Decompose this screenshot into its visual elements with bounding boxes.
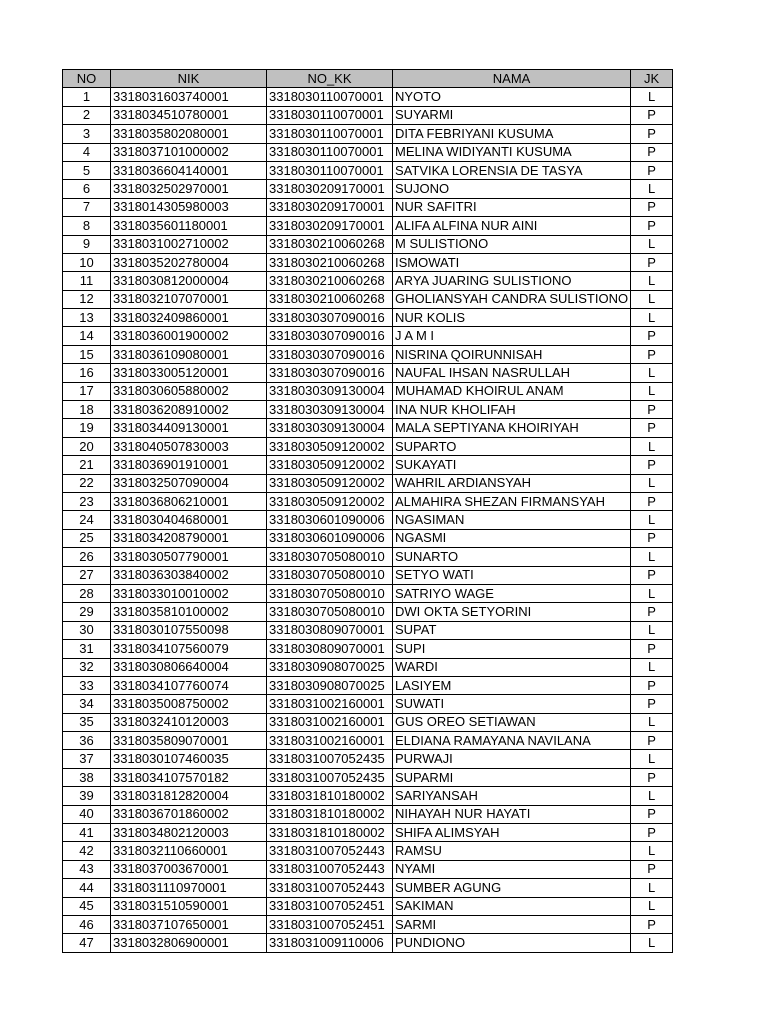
cell-no-kk: 3318030601090006 [267,511,393,529]
cell-no: 39 [63,787,111,805]
cell-no-kk: 3318030309130004 [267,382,393,400]
cell-jk: P [631,125,673,143]
cell-jk: P [631,217,673,235]
cell-no: 13 [63,309,111,327]
table-row [63,88,673,106]
cell-nama: SUWATI [393,695,631,713]
cell-no: 11 [63,272,111,290]
table-row [63,787,673,805]
table-row [63,732,673,750]
cell-jk: P [631,492,673,510]
cell-no-kk: 3318030705080010 [267,584,393,602]
cell-nama: PURWAJI [393,750,631,768]
table-row [63,584,673,602]
cell-nama: ELDIANA RAMAYANA NAVILANA [393,732,631,750]
cell-jk: P [631,824,673,842]
cell-no-kk: 3318030210060268 [267,235,393,253]
cell-nik: 3318036604140001 [111,161,267,179]
table-row [63,915,673,933]
cell-no: 15 [63,345,111,363]
cell-no: 6 [63,180,111,198]
table-row [63,161,673,179]
cell-jk: P [631,143,673,161]
cell-nik: 3318037003670001 [111,860,267,878]
cell-nik: 3318030404680001 [111,511,267,529]
cell-jk: P [631,676,673,694]
cell-no: 32 [63,658,111,676]
table-row [63,327,673,345]
cell-nik: 3318031603740001 [111,88,267,106]
cell-no: 18 [63,401,111,419]
cell-no-kk: 3318030307090016 [267,364,393,382]
cell-nama: ISMOWATI [393,253,631,271]
cell-jk: L [631,879,673,897]
cell-no-kk: 3318031810180002 [267,824,393,842]
header-no: NO [63,70,111,88]
cell-no: 46 [63,915,111,933]
cell-nama: GHOLIANSYAH CANDRA SULISTIONO [393,290,631,308]
header-nik: NIK [111,70,267,88]
cell-jk: L [631,584,673,602]
table-row [63,824,673,842]
cell-no: 31 [63,640,111,658]
cell-no-kk: 3318030307090016 [267,345,393,363]
cell-no: 42 [63,842,111,860]
cell-no-kk: 3318031007052435 [267,768,393,786]
cell-no-kk: 3318030110070001 [267,88,393,106]
cell-nik: 3318032806900001 [111,934,267,952]
cell-nama: RAMSU [393,842,631,860]
table-row [63,401,673,419]
cell-no: 20 [63,437,111,455]
table-row [63,143,673,161]
cell-jk: P [631,695,673,713]
table-row [63,621,673,639]
cell-no: 7 [63,198,111,216]
cell-jk: P [631,566,673,584]
cell-no: 2 [63,106,111,124]
cell-jk: P [631,640,673,658]
cell-jk: P [631,327,673,345]
cell-no: 9 [63,235,111,253]
cell-no-kk: 3318030110070001 [267,125,393,143]
cell-no: 41 [63,824,111,842]
cell-nik: 3318036701860002 [111,805,267,823]
cell-no: 14 [63,327,111,345]
cell-jk: P [631,915,673,933]
table-header [63,70,673,88]
cell-nik: 3318034107560079 [111,640,267,658]
cell-nama: NYAMI [393,860,631,878]
cell-jk: L [631,842,673,860]
cell-nik: 3318036303840002 [111,566,267,584]
cell-nik: 3318030507790001 [111,548,267,566]
table-row [63,713,673,731]
cell-nik: 3318031510590001 [111,897,267,915]
cell-no: 38 [63,768,111,786]
cell-no-kk: 3318031007052451 [267,915,393,933]
cell-jk: P [631,456,673,474]
cell-no: 35 [63,713,111,731]
cell-no-kk: 3318030705080010 [267,603,393,621]
cell-no-kk: 3318030210060268 [267,272,393,290]
cell-nik: 3318035202780004 [111,253,267,271]
cell-nik: 3318036001900002 [111,327,267,345]
cell-no: 5 [63,161,111,179]
cell-nama: SUPARTO [393,437,631,455]
cell-jk: L [631,437,673,455]
cell-nama: SUKAYATI [393,456,631,474]
cell-jk: L [631,897,673,915]
cell-jk: L [631,511,673,529]
table-row [63,290,673,308]
cell-nik: 3318030107460035 [111,750,267,768]
cell-jk: L [631,309,673,327]
cell-jk: L [631,272,673,290]
cell-nik: 3318037101000002 [111,143,267,161]
cell-nik: 3318036109080001 [111,345,267,363]
cell-no-kk: 3318030209170001 [267,198,393,216]
cell-no-kk: 3318030309130004 [267,419,393,437]
cell-jk: P [631,603,673,621]
cell-no-kk: 3318030601090006 [267,529,393,547]
cell-no: 25 [63,529,111,547]
cell-nik: 3318032110660001 [111,842,267,860]
cell-no-kk: 3318030307090016 [267,327,393,345]
cell-nama: SUPI [393,640,631,658]
cell-nama: NYOTO [393,88,631,106]
cell-no: 30 [63,621,111,639]
cell-nik: 3318035809070001 [111,732,267,750]
cell-jk: L [631,934,673,952]
cell-nik: 3318033010010002 [111,584,267,602]
cell-nama: SARIYANSAH [393,787,631,805]
cell-no-kk: 3318030309130004 [267,401,393,419]
cell-no-kk: 3318031007052443 [267,860,393,878]
cell-nama: SUPARMI [393,768,631,786]
cell-nik: 3318033005120001 [111,364,267,382]
cell-nama: SUYARMI [393,106,631,124]
cell-nik: 3318036208910002 [111,401,267,419]
table-row [63,125,673,143]
cell-jk: L [631,364,673,382]
cell-no-kk: 3318031810180002 [267,787,393,805]
table-row [63,180,673,198]
table-row [63,934,673,952]
cell-nik: 3318035810100002 [111,603,267,621]
cell-nama: MUHAMAD KHOIRUL ANAM [393,382,631,400]
table-row [63,382,673,400]
cell-no-kk: 3318031810180002 [267,805,393,823]
cell-no: 3 [63,125,111,143]
cell-no: 45 [63,897,111,915]
cell-jk: P [631,732,673,750]
cell-no-kk: 3318031007052443 [267,842,393,860]
cell-nama: ALIFA ALFINA NUR AINI [393,217,631,235]
table-row [63,805,673,823]
cell-no: 36 [63,732,111,750]
cell-no-kk: 3318030110070001 [267,143,393,161]
cell-nik: 3318034208790001 [111,529,267,547]
table-row [63,603,673,621]
cell-jk: L [631,474,673,492]
cell-nama: SUNARTO [393,548,631,566]
cell-no: 1 [63,88,111,106]
cell-nama: NIHAYAH NUR HAYATI [393,805,631,823]
cell-no-kk: 3318030509120002 [267,437,393,455]
header-no-kk: NO_KK [267,70,393,88]
table-body [63,88,673,952]
cell-no-kk: 3318030705080010 [267,566,393,584]
cell-no-kk: 3318030509120002 [267,492,393,510]
cell-nik: 3318031110970001 [111,879,267,897]
table-row [63,217,673,235]
cell-no: 26 [63,548,111,566]
cell-nama: SETYO WATI [393,566,631,584]
cell-no: 29 [63,603,111,621]
cell-no: 17 [63,382,111,400]
cell-no: 33 [63,676,111,694]
cell-jk: P [631,419,673,437]
cell-nik: 3318037107650001 [111,915,267,933]
cell-nik: 3318032409860001 [111,309,267,327]
cell-jk: L [631,750,673,768]
cell-nama: PUNDIONO [393,934,631,952]
cell-no-kk: 3318031007052435 [267,750,393,768]
data-table [62,69,673,953]
cell-no: 16 [63,364,111,382]
header-nama: NAMA [393,70,631,88]
cell-no-kk: 3318030210060268 [267,290,393,308]
cell-no-kk: 3318031009110006 [267,934,393,952]
table-row [63,566,673,584]
cell-no-kk: 3318030705080010 [267,548,393,566]
table-row [63,253,673,271]
cell-nik: 3318034409130001 [111,419,267,437]
cell-no-kk: 3318031007052451 [267,897,393,915]
cell-jk: P [631,345,673,363]
cell-nama: NGASMI [393,529,631,547]
cell-no: 21 [63,456,111,474]
cell-no-kk: 3318030110070001 [267,161,393,179]
cell-no-kk: 3318030509120002 [267,474,393,492]
cell-nik: 3318034107760074 [111,676,267,694]
cell-no-kk: 3318031002160001 [267,695,393,713]
table-row [63,640,673,658]
table-row [63,879,673,897]
cell-nik: 3318034510780001 [111,106,267,124]
cell-no: 19 [63,419,111,437]
table-row [63,492,673,510]
table-row [63,548,673,566]
cell-nama: M SULISTIONO [393,235,631,253]
cell-jk: P [631,768,673,786]
cell-no: 27 [63,566,111,584]
cell-no-kk: 3318030809070001 [267,640,393,658]
cell-nama: SAKIMAN [393,897,631,915]
cell-no-kk: 3318030209170001 [267,180,393,198]
cell-nama: NAUFAL IHSAN NASRULLAH [393,364,631,382]
cell-nik: 3318030806640004 [111,658,267,676]
header-row [63,70,673,88]
table-row [63,750,673,768]
cell-nama: WAHRIL ARDIANSYAH [393,474,631,492]
table-row [63,897,673,915]
cell-nama: ARYA JUARING SULISTIONO [393,272,631,290]
cell-jk: L [631,621,673,639]
cell-no: 43 [63,860,111,878]
cell-jk: P [631,529,673,547]
cell-no: 22 [63,474,111,492]
cell-no: 10 [63,253,111,271]
table-row [63,456,673,474]
cell-no-kk: 3318031002160001 [267,732,393,750]
cell-jk: L [631,290,673,308]
cell-jk: L [631,787,673,805]
cell-nama: SATVIKA LORENSIA DE TASYA [393,161,631,179]
table-row [63,309,673,327]
cell-nik: 3318040507830003 [111,437,267,455]
cell-nama: SARMI [393,915,631,933]
cell-nama: SUPAT [393,621,631,639]
cell-jk: L [631,548,673,566]
cell-no: 4 [63,143,111,161]
cell-nama: DWI OKTA SETYORINI [393,603,631,621]
table-row [63,658,673,676]
table-row [63,676,673,694]
table-row [63,511,673,529]
cell-jk: P [631,253,673,271]
table-row [63,768,673,786]
cell-nik: 3318032410120003 [111,713,267,731]
cell-jk: L [631,88,673,106]
cell-nik: 3318032502970001 [111,180,267,198]
cell-nik: 3318032507090004 [111,474,267,492]
table-row [63,842,673,860]
cell-no: 37 [63,750,111,768]
cell-jk: L [631,235,673,253]
cell-nik: 3318030107550098 [111,621,267,639]
cell-jk: L [631,382,673,400]
cell-no-kk: 3318031002160001 [267,713,393,731]
cell-nama: NUR KOLIS [393,309,631,327]
cell-nama: INA NUR KHOLIFAH [393,401,631,419]
cell-jk: P [631,106,673,124]
table-row [63,529,673,547]
cell-no: 28 [63,584,111,602]
cell-no: 8 [63,217,111,235]
cell-nik: 3318031002710002 [111,235,267,253]
cell-nama: DITA FEBRIYANI KUSUMA [393,125,631,143]
cell-nama: WARDI [393,658,631,676]
cell-no: 23 [63,492,111,510]
cell-jk: P [631,805,673,823]
cell-no: 24 [63,511,111,529]
cell-no-kk: 3318030509120002 [267,456,393,474]
cell-nama: MELINA WIDIYANTI KUSUMA [393,143,631,161]
cell-jk: P [631,161,673,179]
cell-nik: 3318035008750002 [111,695,267,713]
header-jk: JK [631,70,673,88]
cell-no: 47 [63,934,111,952]
cell-nama: SUJONO [393,180,631,198]
cell-nik: 3318036901910001 [111,456,267,474]
table-row [63,695,673,713]
cell-no: 40 [63,805,111,823]
cell-nama: NGASIMAN [393,511,631,529]
cell-nama: NISRINA QOIRUNNISAH [393,345,631,363]
cell-no: 44 [63,879,111,897]
cell-jk: L [631,658,673,676]
cell-no-kk: 3318030209170001 [267,217,393,235]
cell-nama: SUMBER AGUNG [393,879,631,897]
cell-nik: 3318034802120003 [111,824,267,842]
cell-nik: 3318032107070001 [111,290,267,308]
cell-jk: P [631,198,673,216]
cell-no: 12 [63,290,111,308]
table-row [63,272,673,290]
cell-nik: 3318034107570182 [111,768,267,786]
cell-nama: J A M I [393,327,631,345]
cell-no-kk: 3318031007052443 [267,879,393,897]
cell-nik: 3318030605880002 [111,382,267,400]
cell-jk: P [631,401,673,419]
cell-nik: 3318014305980003 [111,198,267,216]
table-row [63,235,673,253]
table-row [63,860,673,878]
table-row [63,345,673,363]
cell-no-kk: 3318030809070001 [267,621,393,639]
cell-jk: L [631,180,673,198]
cell-no-kk: 3318030210060268 [267,253,393,271]
cell-nik: 3318036806210001 [111,492,267,510]
cell-nama: NUR SAFITRI [393,198,631,216]
cell-nik: 3318031812820004 [111,787,267,805]
cell-jk: L [631,713,673,731]
cell-nama: GUS OREO SETIAWAN [393,713,631,731]
table-row [63,419,673,437]
cell-jk: P [631,860,673,878]
cell-nama: LASIYEM [393,676,631,694]
cell-nik: 3318030812000004 [111,272,267,290]
cell-no-kk: 3318030908070025 [267,676,393,694]
cell-nik: 3318035601180001 [111,217,267,235]
cell-nama: SATRIYO WAGE [393,584,631,602]
cell-no-kk: 3318030908070025 [267,658,393,676]
cell-nama: ALMAHIRA SHEZAN FIRMANSYAH [393,492,631,510]
table-row [63,106,673,124]
table-row [63,198,673,216]
cell-nama: MALA SEPTIYANA KHOIRIYAH [393,419,631,437]
cell-nik: 3318035802080001 [111,125,267,143]
cell-no: 34 [63,695,111,713]
cell-no-kk: 3318030110070001 [267,106,393,124]
table-row [63,364,673,382]
cell-no-kk: 3318030307090016 [267,309,393,327]
cell-nama: SHIFA ALIMSYAH [393,824,631,842]
table-row [63,437,673,455]
table-row [63,474,673,492]
